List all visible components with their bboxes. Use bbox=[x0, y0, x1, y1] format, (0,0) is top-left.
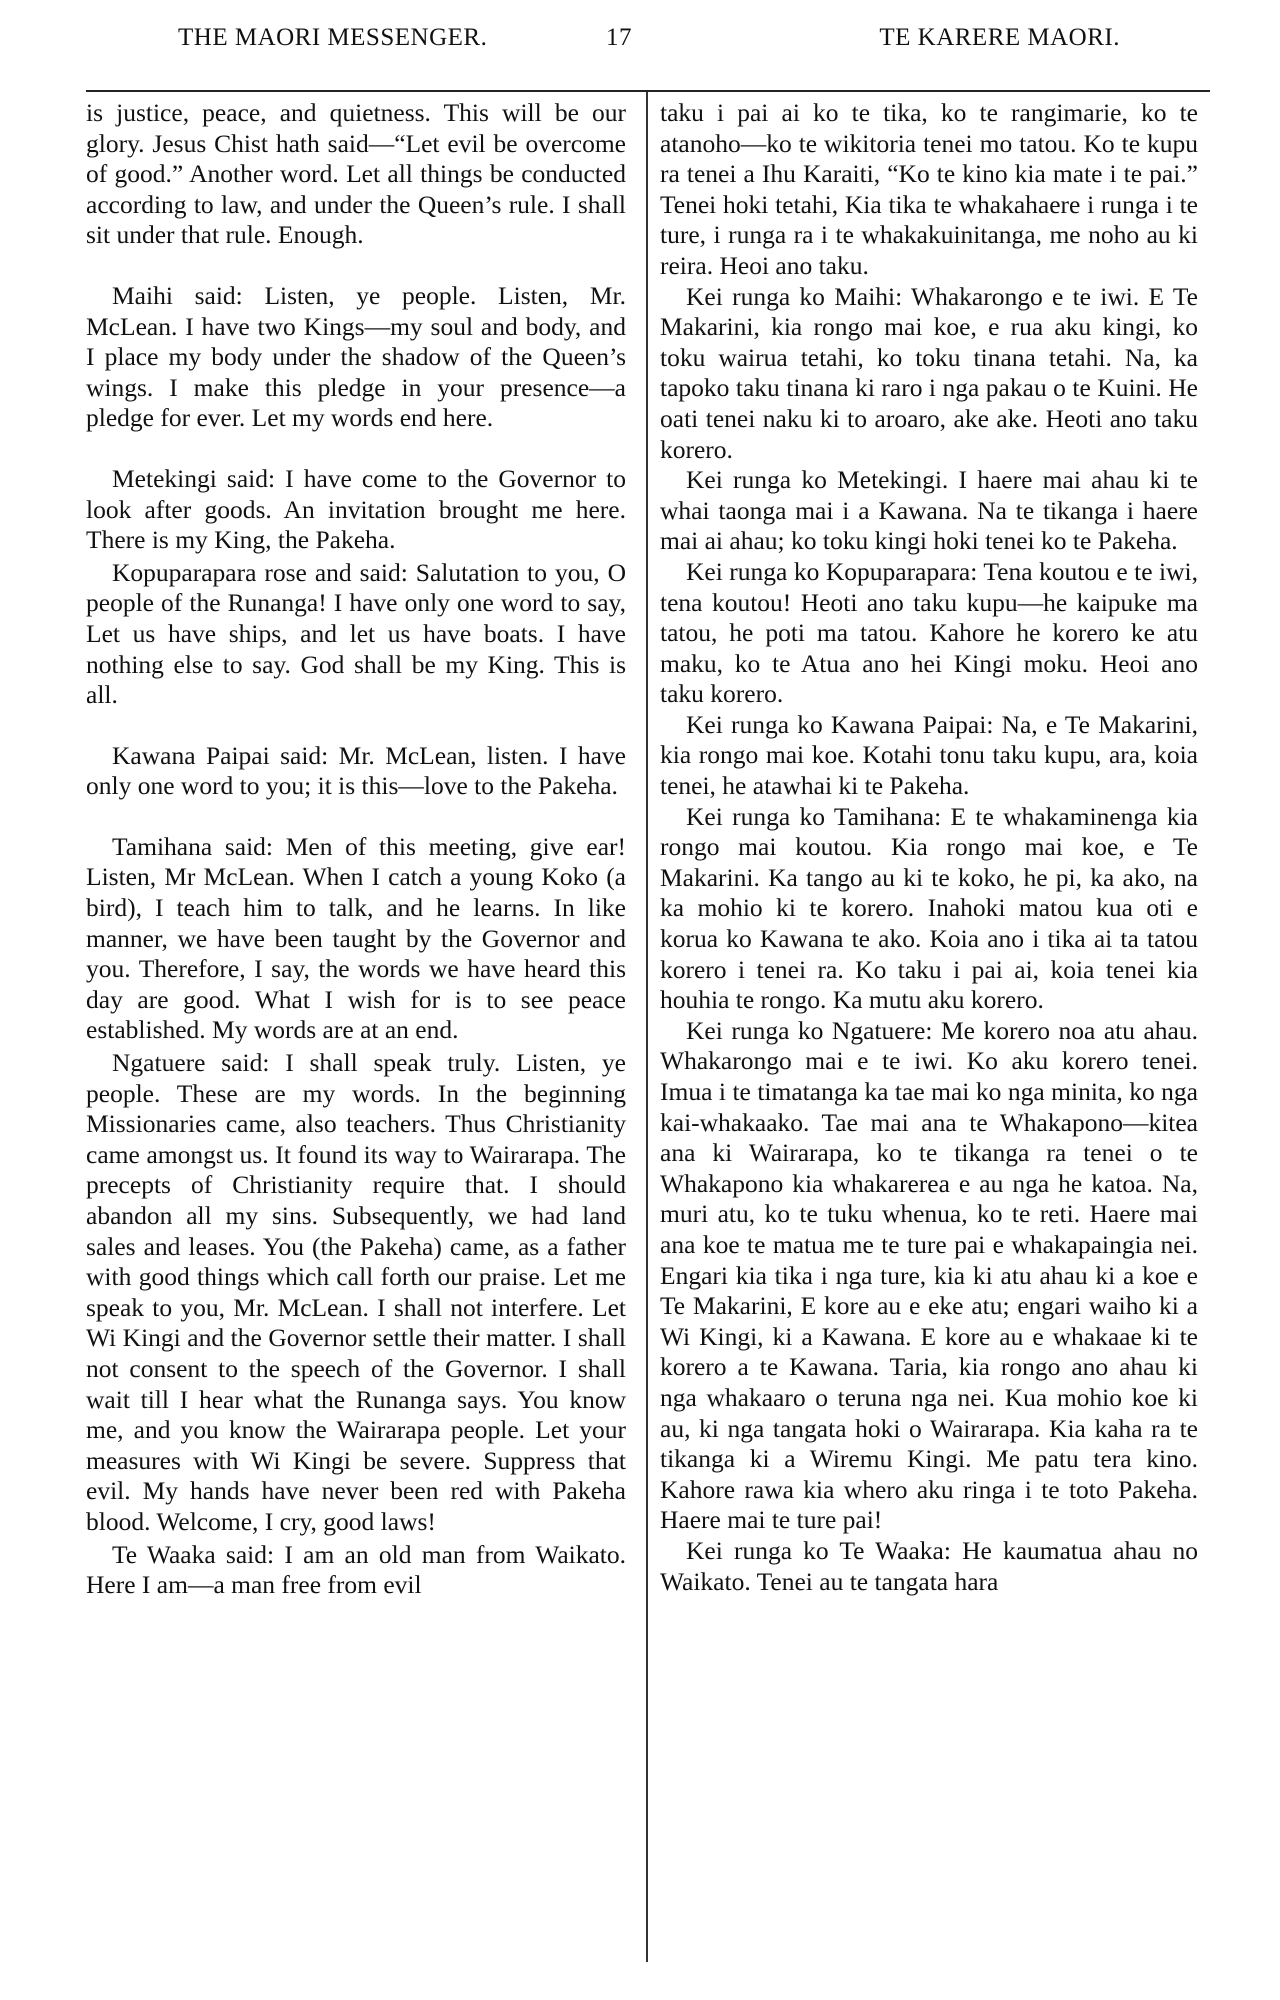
english-paragraph: Kawana Paipai said: Mr. McLean, listen. I have only one word to you; it is this—love to the Pakeha. bbox=[86, 740, 626, 801]
maori-paragraph: taku i pai ai ko te tika, ko te rangimarie, ko te atanoho—ko te wikitoria tenei mo tatou. Ko te kupu ra tenei a Ihu Karaiti, “Ko te kino kia mate i te pai.” Tenei hoki tetahi, Kia tika te whakahaere i runga i te ture, i runga ra i te whakakuinitanga, me noho au ki reira. Heoi ano taku. bbox=[660, 98, 1198, 280]
column-divider bbox=[646, 92, 648, 1962]
maori-paragraph: Kei runga ko Te Waaka: He kaumatua ahau no Waikato. Tenei au te tangata hara bbox=[660, 1535, 1198, 1596]
english-column bbox=[86, 98, 626, 1601]
maori-paragraph: Kei runga ko Maihi: Whakarongo e te iwi. E Te Makarini, kia rongo mai koe, e rua aku kingi, ko toku wairua tetahi, ko toku tinana tetahi. Na, ka tapoko taku tinana ki raro i nga pakau o te Kuini. He oati tenei naku ki to aroaro, ake ake. Heoti ano taku korero. bbox=[660, 281, 1198, 464]
maori-column bbox=[660, 98, 1198, 1597]
maori-paragraph: Kei runga ko Kawana Paipai: Na, e Te Makarini, kia rongo mai koe. Kotahi tonu taku kupu, ara, koia tenei, he atawhai ki te Pakeha. bbox=[660, 709, 1198, 801]
english-paragraph: Ngatuere said: I shall speak truly. Listen, ye people. These are my words. In the beginning Missionaries came, also teachers. Thus Christianity came amongst us. It found its way to Wairarapa. The precepts of Christianity require that. I should abandon all my sins. Subsequently, we had land sales and leases. You (the Pakeha) came, as a father with good things which call forth our praise. Let me speak to you, Mr. McLean. I shall not interfere. Let Wi Kingi and the Governor settle their matter. I shall not consent to the speech of the Governor. I shall wait till I hear what the Runanga says. You know me, and you know the Wairarapa people. Let your measures with Wi Kingi be severe. Suppress that evil. My hands have never been red with Pakeha blood. Welcome, I cry, good laws! bbox=[86, 1048, 626, 1536]
english-paragraph: Metekingi said: I have come to the Governor to look after goods. An invitation brought me here. There is my King, the Pakeha. bbox=[86, 463, 626, 555]
header-maori-title: TE KARERE MAORI. bbox=[879, 24, 1120, 51]
maori-paragraph: Kei runga ko Metekingi. I haere mai ahau ki te whai taonga mai i a Kawana. Na te tikanga i haere mai ai ahau; ko toku kingi hoki tenei ko te Pakeha. bbox=[660, 465, 1198, 556]
maori-paragraph: Kei runga ko Tamihana: E te whakaminenga kia rongo mai koutou. Kia rongo mai koe, e Te Makarini. Ka tango au ki te koko, he pi, ka ako, na ka mohio ki te korero. Inahoki matou kua oti e korua ko Kawana te ako. Koia ano i tika ai ta tatou korero i tenei ra. Ko taku i pai ai, koia tenei kia houhia te rongo. Ka mutu aku korero. bbox=[660, 801, 1198, 1015]
header-english-title: THE MAORI MESSENGER. bbox=[178, 24, 488, 51]
maori-paragraph: Kei runga ko Ngatuere: Me korero noa atu ahau. Whakarongo mai e te iwi. Ko aku korero tenei. Imua i te timatanga ka tae mai ko nga minita, ko nga kai-whakaako. Tae mai ana te Whakapono—kitea ana ki Wairarapa, ko te tikanga ra tenei o te Whakapono kia whakarerea e au nga he katoa. Na, muri atu, ko te tuku whenua, ko te reti. Haere mai ana koe te matua me te ture pai e whakapaingia nei. Engari kia tika i nga ture, kia ki atu ahau ki a koe e Te Makarini, E kore au e eke atu; engari waiho ki a Wi Kingi, ki a Kawana. E kore au e whakaae ki te korero a te Kawana. Taria, kia rongo ano ahau ki nga whakaaro o teruna nga nei. Kua mohio koe ki au, ki nga tangata hoki o Wairarapa. Kia kaha ra te tikanga ki a Wiremu Kingi. Me patu tera kino. Kahore rawa kia whero aku ringa i te toto Pakeha. Haere mai te ture pai! bbox=[660, 1015, 1198, 1535]
page-header bbox=[86, 24, 1210, 58]
english-paragraph: Tamihana said: Men of this meeting, give ear! Listen, Mr McLean. When I catch a young Koko (a bird), I teach him to talk, and he learns. In like manner, we have been taught by the Governor and you. Therefore, I say, the words we have heard this day are good. What I wish for is to see peace established. My words are at an end. bbox=[86, 831, 626, 1045]
page-number: 17 bbox=[606, 24, 632, 51]
english-paragraph: Kopuparapara rose and said: Salutation to you, O people of the Runanga! I have only one word to say, Let us have ships, and let us have boats. I have nothing else to say. God shall be my King. This is all. bbox=[86, 557, 626, 710]
header-rule bbox=[86, 90, 1210, 92]
newspaper-page bbox=[86, 0, 1210, 2000]
english-paragraph: Maihi said: Listen, ye people. Listen, Mr. McLean. I have two Kings—my soul and body, and I place my body under the shadow of the Queen’s wings. I make this pledge in your presence—a pledge for ever. Let my words end here. bbox=[86, 280, 626, 433]
maori-paragraph: Kei runga ko Kopuparapara: Tena koutou e te iwi, tena koutou! Heoti ano taku kupu—he kaipuke ma tatou, he poti ma tatou. Kahore he korero ke atu maku, ko te Atua ano hei Kingi moku. Heoi ano taku korero. bbox=[660, 556, 1198, 709]
english-paragraph: Te Waaka said: I am an old man from Waikato. Here I am—a man free from evil bbox=[86, 1539, 626, 1600]
english-paragraph: is justice, peace, and quietness. This will be our glory. Jesus Chist hath said—“Let evil be overcome of good.” Another word. Let all things be conducted according to law, and under the Queen’s rule. I shall sit under that rule. Enough. bbox=[86, 98, 626, 250]
